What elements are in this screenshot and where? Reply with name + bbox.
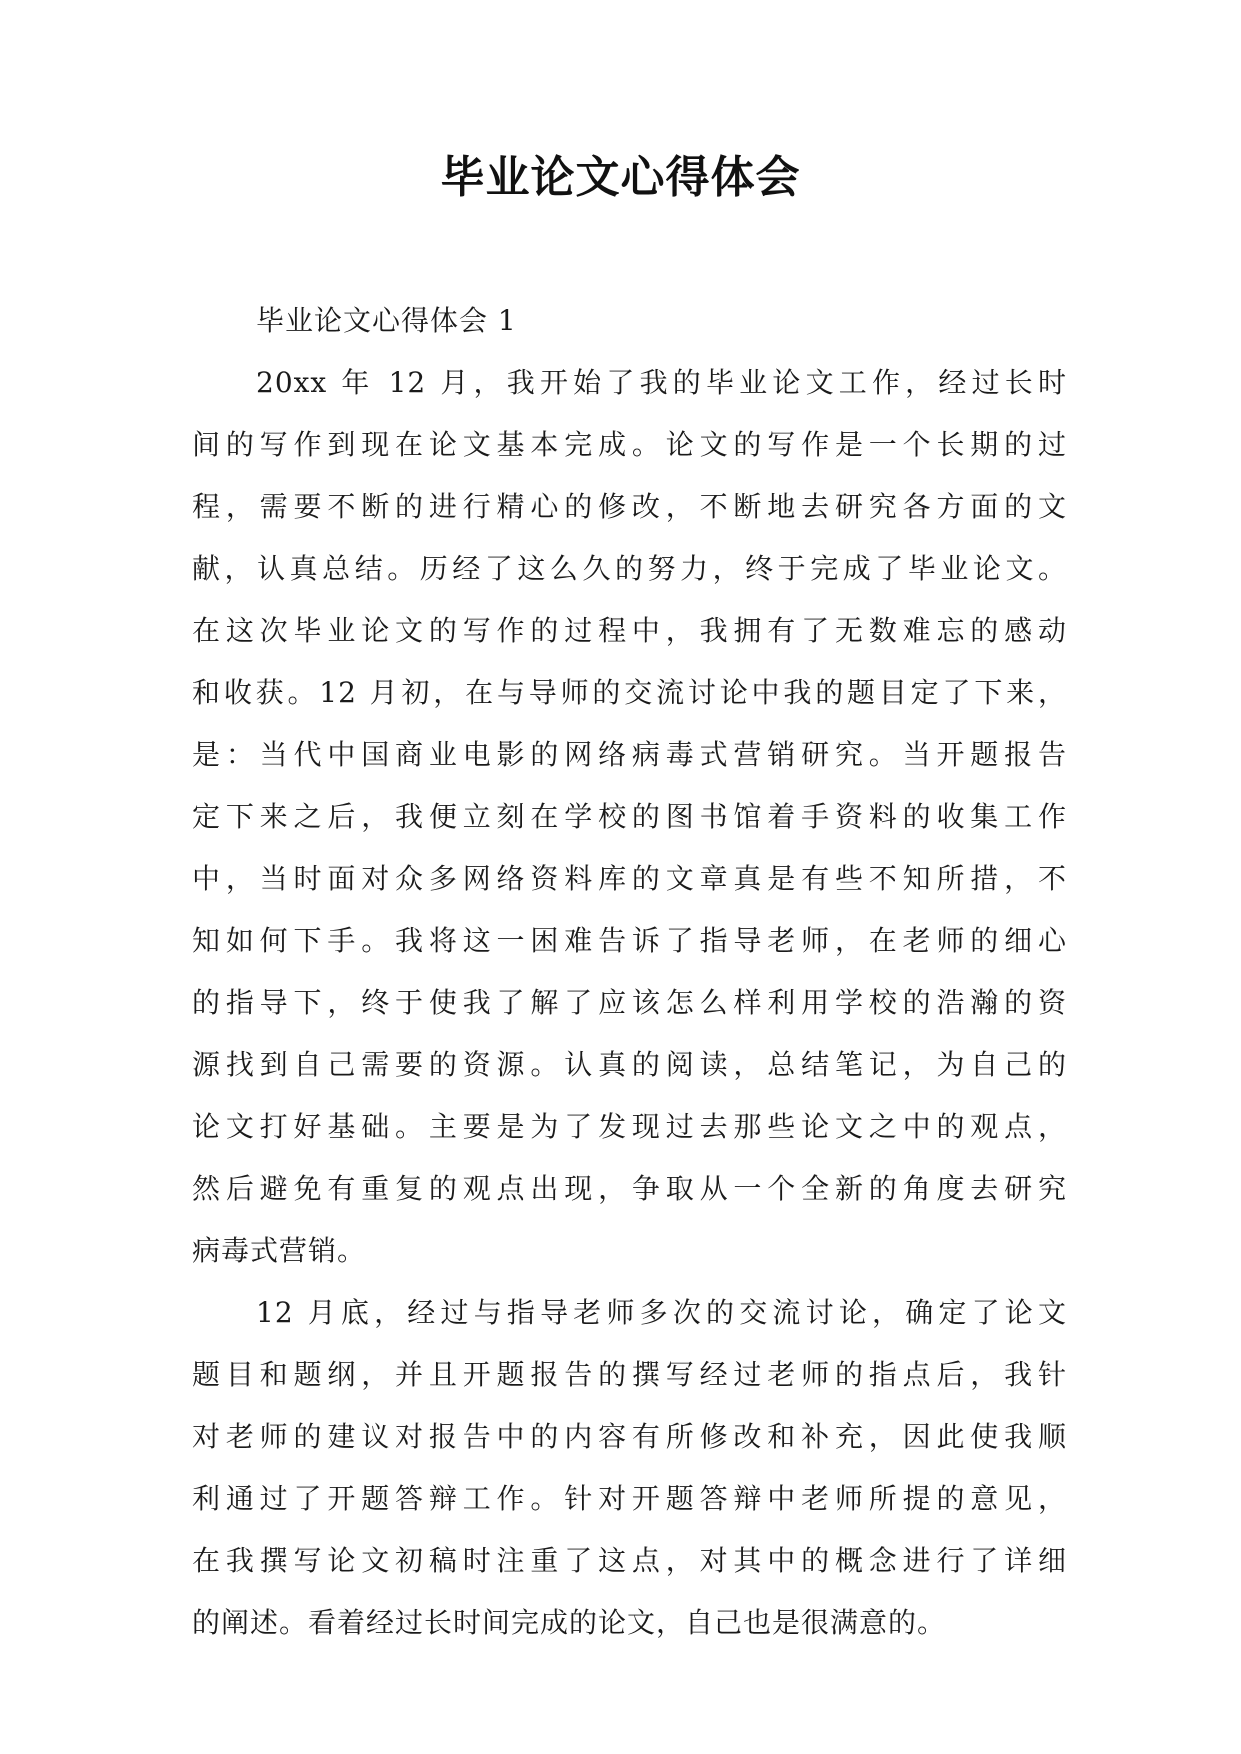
paragraph-line: 20xx 年 12 月，我开始了我的毕业论文工作，经过长时 [256,366,1067,399]
paragraph-line: 题目和题纲，并且开题报告的撰写经过老师的指点后，我针 [192,1358,1067,1391]
paragraph-line: 在这次毕业论文的写作的过程中，我拥有了无数难忘的感动 [192,614,1067,647]
paragraph-line: 12 月底，经过与指导老师多次的交流讨论，确定了论文 [256,1296,1067,1329]
paragraph-line: 间的写作到现在论文基本完成。论文的写作是一个长期的过 [192,428,1067,461]
paragraph-line: 和收获。12 月初，在与导师的交流讨论中我的题目定了下来， [192,676,1067,709]
paragraph-line: 对老师的建议对报告中的内容有所修改和补充，因此使我顺 [192,1420,1067,1453]
paragraph-line: 知如何下手。我将这一困难告诉了指导老师，在老师的细心 [192,924,1067,957]
paragraph-line: 在我撰写论文初稿时注重了这点，对其中的概念进行了详细 [192,1544,1067,1577]
paragraph-line: 中，当时面对众多网络资料库的文章真是有些不知所措，不 [192,862,1067,895]
paragraph-line: 源找到自己需要的资源。认真的阅读，总结笔记，为自己的 [192,1048,1067,1081]
paragraph-line: 然后避免有重复的观点出现，争取从一个全新的角度去研究 [192,1172,1067,1205]
paragraph-line: 程，需要不断的进行精心的修改，不断地去研究各方面的文 [192,490,1067,523]
paragraph-line: 病毒式营销。 [192,1234,367,1267]
section-heading: 毕业论文心得体会 1 [256,304,517,337]
paragraph-line: 的指导下，终于使我了解了应该怎么样利用学校的浩瀚的资 [192,986,1067,1019]
paragraph-2 [192,1282,1067,1654]
paragraph-line: 是：当代中国商业电影的网络病毒式营销研究。当开题报告 [192,738,1067,771]
paragraph-line: 献，认真总结。历经了这么久的努力，终于完成了毕业论文。 [192,552,1067,585]
paragraph-line: 的阐述。看着经过长时间完成的论文，自己也是很满意的。 [192,1606,947,1639]
paragraph-1 [192,352,1067,1282]
paragraph-line: 定下来之后，我便立刻在学校的图书馆着手资料的收集工作 [192,800,1067,833]
paragraph-line: 论文打好基础。主要是为了发现过去那些论文之中的观点， [192,1110,1067,1143]
document-title: 毕业论文心得体会 [440,152,801,203]
paragraph-line: 利通过了开题答辩工作。针对开题答辩中老师所提的意见， [192,1482,1067,1515]
document-body [192,290,1067,1654]
